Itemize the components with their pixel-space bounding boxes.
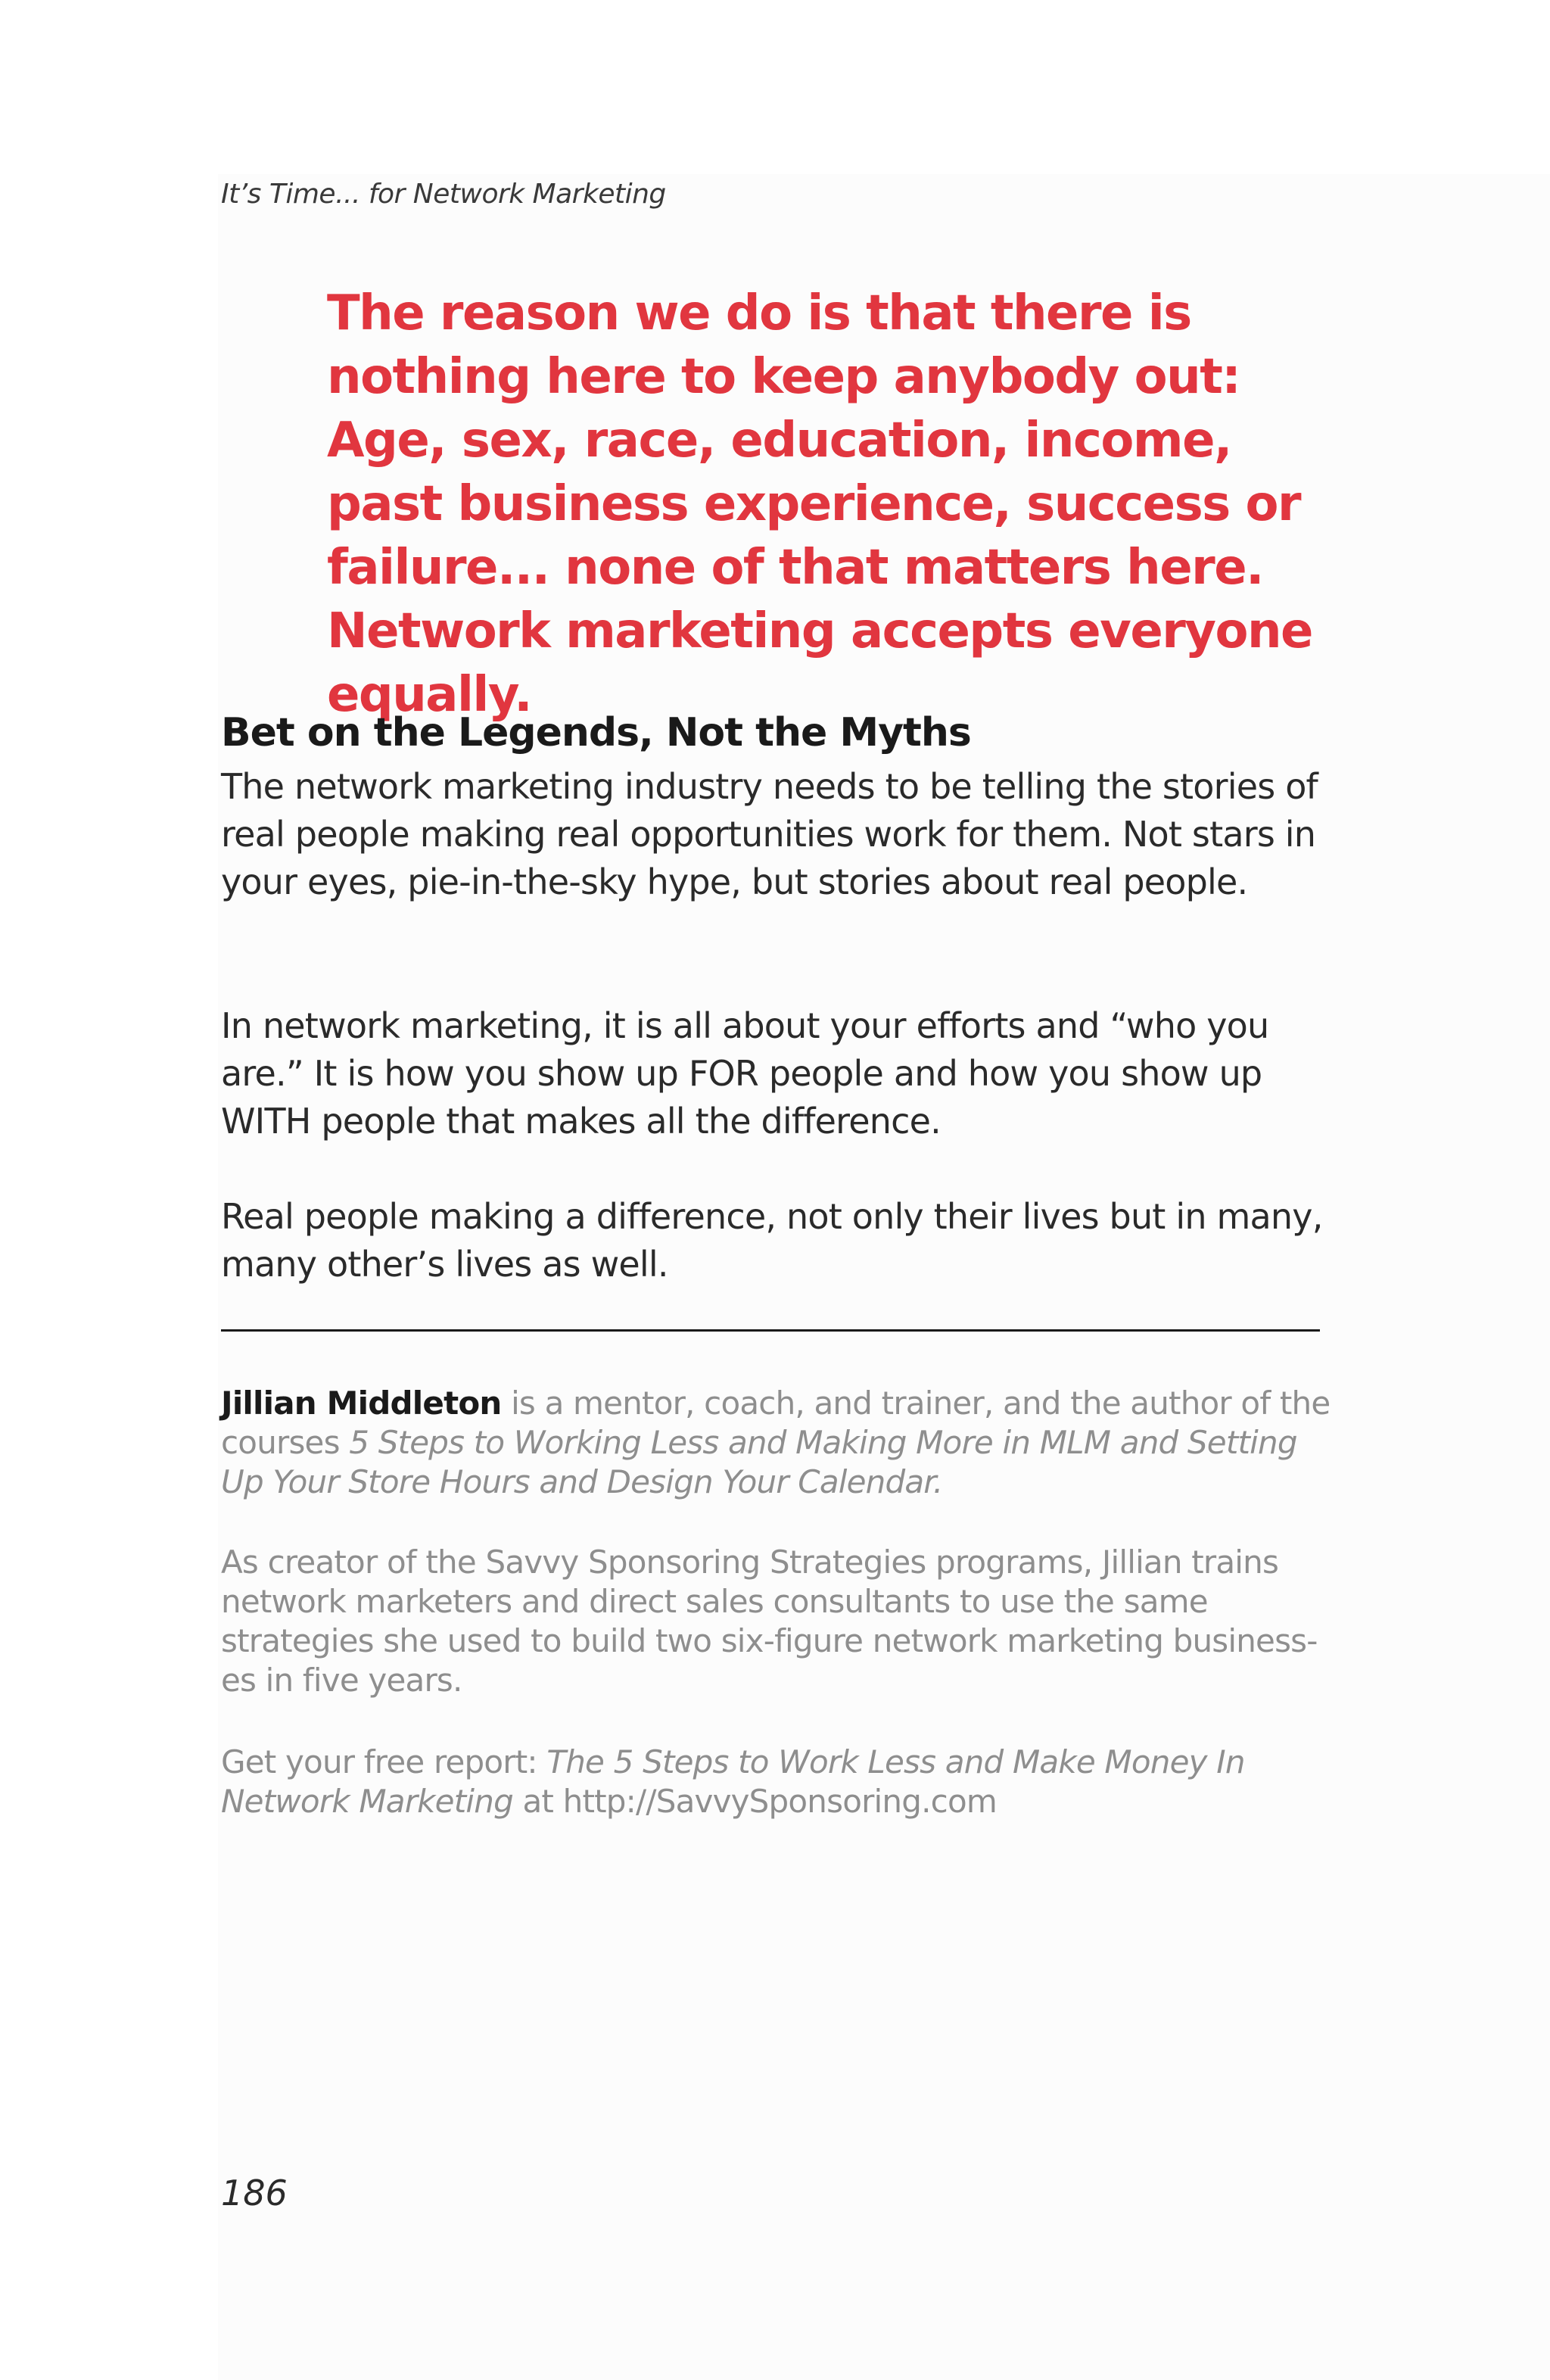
free-report-prefix: Get your free report: [221,1743,547,1780]
author-name: Jillian Middleton [221,1385,502,1422]
divider-rule [221,1329,1320,1332]
author-courses: 5 Steps to Working Less and Making More in MLM and Setting Up Your Store Hours and Design Your Calendar. [221,1424,1297,1500]
free-report-link: at http://SavvySponsoring.com [512,1783,997,1820]
author-bio-paragraph-2: As creator of the Savvy Sponsoring Strategies programs, Jillian trains network marketers and direct sales consultants to use the same strategies she used to build two six-figure network marketing business-es in five years. [221,1544,1318,1699]
pull-quote: The reason we do is that there is nothing here to keep anybody out: Age, sex, race, education, income, past business experience, success or failure... none of that matters here. Network marketing accepts everyone equally. [327,285,1312,723]
section-heading: Bet on the Legends, Not the Myths [221,710,971,755]
body-paragraph-1: The network marketing industry needs to be telling the stories of real people making real opportunities work for them. Not stars in your eyes, pie-in-the-sky hype, but stories about real people. [221,766,1318,902]
running-header: It’s Time... for Network Marketing [221,179,666,210]
page-number: 186 [221,2173,288,2213]
body-paragraph-2: In network marketing, it is all about your efforts and “who you are.” It is how you show up FOR people and how you show up WITH people that makes all the difference. [221,1005,1269,1142]
author-bio-paragraph-1 [221,1384,1341,1502]
free-report-title: The 5 Steps to Work Less and Make Money In Network Marketing [221,1743,1245,1820]
free-report-paragraph [221,1743,1341,1821]
author-bio-intro: is a mentor, coach, and trainer, and the author of the courses [221,1385,1331,1461]
body-paragraph-3: Real people making a difference, not only their lives but in many, many other’s lives as well. [221,1196,1323,1285]
